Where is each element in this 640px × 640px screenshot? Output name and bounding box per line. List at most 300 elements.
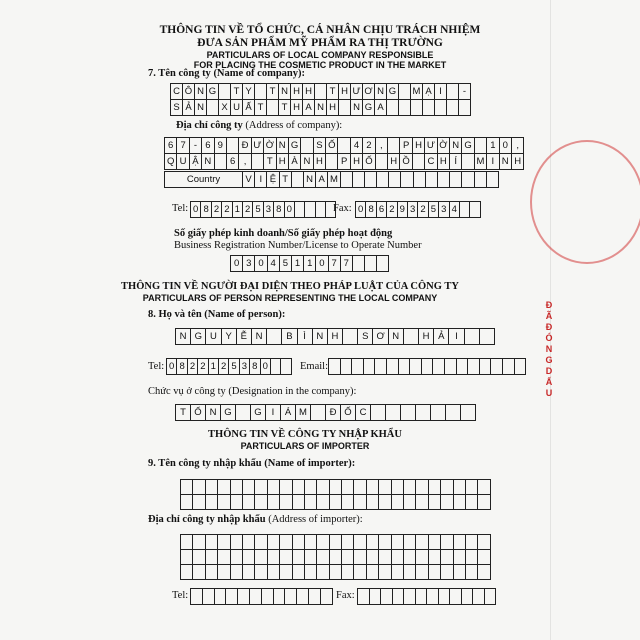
importer-name-cell[interactable] [354, 495, 366, 510]
importer-name-cell[interactable] [416, 495, 428, 510]
importer-tel-cell[interactable] [226, 589, 238, 605]
importer-name-cell[interactable] [367, 480, 379, 495]
company-name-cell[interactable]: G [207, 84, 219, 100]
importer-address-cell[interactable] [293, 535, 305, 550]
rep-name-cell[interactable]: S [358, 329, 373, 345]
importer-name-cell[interactable] [404, 495, 416, 510]
importer-address-cell[interactable] [454, 565, 466, 580]
company-address-cell[interactable]: S [314, 138, 326, 154]
license-cell[interactable]: 0 [231, 256, 243, 272]
importer-address-cell[interactable] [441, 550, 453, 565]
company-address-cell[interactable] [475, 138, 487, 154]
company-address-cell[interactable]: H [314, 154, 326, 170]
company-address-cell[interactable]: Ờ [438, 138, 450, 154]
company-name-cell[interactable] [339, 100, 351, 116]
importer-address-cell[interactable] [268, 535, 280, 550]
company-tel-cell[interactable]: 5 [253, 202, 263, 218]
importer-address-cell[interactable] [268, 550, 280, 565]
importer-address-cell[interactable] [367, 565, 379, 580]
importer-address-cell[interactable] [416, 535, 428, 550]
importer-fax-cell[interactable] [393, 589, 405, 605]
company-tel-cell[interactable] [295, 202, 305, 218]
importer-address-cell[interactable] [454, 550, 466, 565]
company-name-cell[interactable]: Ơ [363, 84, 375, 100]
company-name-cell[interactable]: I [435, 84, 447, 100]
importer-name-cell[interactable] [466, 495, 478, 510]
designation-cell[interactable]: T [176, 405, 191, 421]
importer-name-cell[interactable] [193, 480, 205, 495]
importer-name-cell[interactable] [317, 480, 329, 495]
company-address-cell[interactable]: Ư [425, 138, 437, 154]
company-address-cell[interactable]: H [351, 154, 363, 170]
designation-cell[interactable]: M [296, 405, 311, 421]
company-address-cell[interactable]: , [239, 154, 251, 170]
designation-cell[interactable] [401, 405, 416, 421]
importer-fax-cell[interactable] [370, 589, 382, 605]
company-name-cell[interactable] [423, 100, 435, 116]
company-fax-cell[interactable]: 9 [398, 202, 408, 218]
rep-name-cell[interactable]: H [328, 329, 343, 345]
importer-name-cell[interactable] [441, 495, 453, 510]
company-address-cell[interactable] [462, 154, 474, 170]
company-name-cell[interactable]: Ư [351, 84, 363, 100]
rep-name-cell[interactable]: U [206, 329, 221, 345]
importer-name-cell[interactable] [293, 480, 305, 495]
importer-name-cell[interactable] [255, 480, 267, 495]
rep-email-cell[interactable] [480, 359, 492, 375]
importer-address-cell[interactable] [218, 565, 230, 580]
company-tel-cell[interactable]: 0 [191, 202, 201, 218]
country-cell[interactable]: M [328, 172, 340, 188]
importer-address-cell[interactable] [478, 565, 490, 580]
importer-name-cell[interactable] [342, 495, 354, 510]
importer-address-cell[interactable] [392, 535, 404, 550]
company-address-cell[interactable] [252, 154, 264, 170]
importer-fax-cell[interactable] [450, 589, 462, 605]
importer-fax-cell[interactable] [473, 589, 485, 605]
company-address-cell[interactable]: M [475, 154, 487, 170]
rep-tel-cell[interactable]: 2 [198, 359, 208, 375]
importer-name-cell[interactable] [367, 495, 379, 510]
company-address-cell[interactable]: P [338, 154, 350, 170]
company-tel-cell[interactable]: 1 [233, 202, 243, 218]
importer-address-cell[interactable] [243, 535, 255, 550]
company-name-cell[interactable]: G [363, 100, 375, 116]
importer-name-cell[interactable] [305, 480, 317, 495]
designation-cell[interactable]: Ố [341, 405, 356, 421]
importer-name-cell[interactable] [379, 480, 391, 495]
importer-tel-cell[interactable] [297, 589, 309, 605]
company-address-cell[interactable]: N [301, 154, 313, 170]
importer-name-cell[interactable] [218, 495, 230, 510]
importer-tel-cell[interactable] [238, 589, 250, 605]
license-cell[interactable]: 4 [268, 256, 280, 272]
license-cell[interactable]: 0 [316, 256, 328, 272]
importer-address-cell[interactable] [280, 565, 292, 580]
importer-name-grid[interactable] [180, 479, 491, 510]
rep-tel-cell[interactable]: 8 [250, 359, 260, 375]
importer-address-cell[interactable] [404, 550, 416, 565]
rep-email-cell[interactable] [375, 359, 387, 375]
importer-address-cell[interactable] [429, 550, 441, 565]
importer-tel-cell[interactable] [321, 589, 333, 605]
company-name-cell[interactable] [219, 84, 231, 100]
company-name-cell[interactable]: T [255, 100, 267, 116]
rep-name-grid[interactable] [175, 328, 495, 345]
company-name-cell[interactable]: X [219, 100, 231, 116]
country-cell[interactable] [475, 172, 487, 188]
country-cell[interactable] [462, 172, 474, 188]
rep-email-cell[interactable] [422, 359, 434, 375]
designation-cell[interactable]: G [221, 405, 236, 421]
importer-address-cell[interactable] [354, 550, 366, 565]
importer-name-cell[interactable] [466, 480, 478, 495]
company-address-cell[interactable]: 4 [351, 138, 363, 154]
company-name-cell[interactable]: Ô [183, 84, 195, 100]
importer-name-cell[interactable] [181, 495, 193, 510]
rep-email-cell[interactable] [433, 359, 445, 375]
company-address-cell[interactable]: N [500, 154, 512, 170]
importer-name-cell[interactable] [206, 480, 218, 495]
importer-address-cell[interactable] [478, 535, 490, 550]
license-cell[interactable]: 3 [243, 256, 255, 272]
importer-fax-cell[interactable] [404, 589, 416, 605]
license-cell[interactable] [365, 256, 377, 272]
license-cell[interactable] [353, 256, 365, 272]
importer-address-cell[interactable] [317, 535, 329, 550]
rep-tel-cell[interactable]: 5 [229, 359, 239, 375]
importer-address-cell[interactable] [466, 535, 478, 550]
license-cell[interactable]: 5 [280, 256, 292, 272]
company-name-cell[interactable] [447, 84, 459, 100]
company-name-cell[interactable]: T [327, 84, 339, 100]
company-name-cell[interactable]: Ấ [243, 100, 255, 116]
designation-cell[interactable] [461, 405, 476, 421]
importer-address-cell[interactable] [181, 565, 193, 580]
rep-tel-cell[interactable]: 3 [240, 359, 250, 375]
company-fax-cell[interactable] [470, 202, 480, 218]
designation-cell[interactable]: Đ [326, 405, 341, 421]
company-name-cell[interactable] [411, 100, 423, 116]
importer-address-cell[interactable] [478, 550, 490, 565]
designation-cell[interactable] [416, 405, 431, 421]
importer-name-cell[interactable] [330, 480, 342, 495]
importer-name-cell[interactable] [231, 495, 243, 510]
rep-name-cell[interactable]: Ễ [237, 329, 252, 345]
country-cell[interactable]: N [304, 172, 316, 188]
company-fax-cell[interactable]: 4 [450, 202, 460, 218]
country-cell[interactable]: I [255, 172, 267, 188]
company-tel-grid[interactable] [190, 201, 336, 218]
license-cell[interactable] [377, 256, 389, 272]
company-name-cell[interactable]: H [291, 100, 303, 116]
rep-name-cell[interactable] [343, 329, 358, 345]
importer-name-cell[interactable] [280, 495, 292, 510]
rep-name-cell[interactable] [267, 329, 282, 345]
company-name-cell[interactable] [207, 100, 219, 116]
company-fax-cell[interactable]: 3 [439, 202, 449, 218]
company-address-cell[interactable]: 7 [177, 138, 189, 154]
importer-address-cell[interactable] [330, 565, 342, 580]
rep-tel-cell[interactable]: 2 [188, 359, 198, 375]
company-fax-cell[interactable]: 2 [418, 202, 428, 218]
company-address-cell[interactable]: U [177, 154, 189, 170]
company-address-cell[interactable]: H [388, 154, 400, 170]
importer-name-cell[interactable] [218, 480, 230, 495]
company-address-cell[interactable]: , [512, 138, 524, 154]
rep-name-cell[interactable] [404, 329, 419, 345]
importer-name-cell[interactable] [429, 480, 441, 495]
company-name-cell[interactable] [399, 100, 411, 116]
rep-name-cell[interactable]: I [449, 329, 464, 345]
rep-tel-cell[interactable]: 1 [209, 359, 219, 375]
company-tel-cell[interactable] [305, 202, 315, 218]
company-address-cell[interactable]: Ậ [190, 154, 202, 170]
importer-address-cell[interactable] [231, 550, 243, 565]
rep-email-cell[interactable] [445, 359, 457, 375]
rep-name-cell[interactable]: B [282, 329, 297, 345]
rep-tel-cell[interactable]: 0 [261, 359, 271, 375]
company-name-cell[interactable] [447, 100, 459, 116]
company-address-cell[interactable]: , [376, 138, 388, 154]
company-address-grid[interactable] [164, 137, 524, 170]
company-address-cell[interactable]: T [264, 154, 276, 170]
importer-address-cell[interactable] [354, 535, 366, 550]
company-name-cell[interactable]: T [279, 100, 291, 116]
country-cell[interactable] [426, 172, 438, 188]
importer-address-cell[interactable] [429, 535, 441, 550]
importer-name-cell[interactable] [330, 495, 342, 510]
rep-name-cell[interactable]: Ì [298, 329, 313, 345]
company-address-cell[interactable] [413, 154, 425, 170]
company-address-cell[interactable]: - [190, 138, 202, 154]
importer-name-cell[interactable] [231, 480, 243, 495]
license-cell[interactable]: 0 [255, 256, 267, 272]
rep-email-cell[interactable] [364, 359, 376, 375]
rep-tel-cell[interactable] [271, 359, 281, 375]
importer-name-cell[interactable] [478, 495, 490, 510]
importer-name-cell[interactable] [268, 480, 280, 495]
importer-name-cell[interactable] [280, 480, 292, 495]
company-name-cell[interactable]: T [267, 84, 279, 100]
importer-fax-cell[interactable] [462, 589, 474, 605]
importer-name-cell[interactable] [429, 495, 441, 510]
company-tel-cell[interactable]: 8 [201, 202, 211, 218]
rep-email-cell[interactable] [457, 359, 469, 375]
importer-name-cell[interactable] [454, 495, 466, 510]
importer-fax-grid[interactable] [357, 588, 496, 605]
designation-cell[interactable] [371, 405, 386, 421]
rep-name-cell[interactable]: Ơ [373, 329, 388, 345]
designation-cell[interactable]: Á [281, 405, 296, 421]
company-fax-cell[interactable]: 2 [387, 202, 397, 218]
importer-name-cell[interactable] [206, 495, 218, 510]
importer-address-cell[interactable] [181, 535, 193, 550]
company-name-cell[interactable]: S [171, 100, 183, 116]
importer-name-cell[interactable] [255, 495, 267, 510]
company-address-cell[interactable] [376, 154, 388, 170]
importer-address-cell[interactable] [367, 535, 379, 550]
importer-fax-cell[interactable] [381, 589, 393, 605]
company-address-cell[interactable]: 0 [500, 138, 512, 154]
importer-address-cell[interactable] [342, 550, 354, 565]
company-name-cell[interactable]: - [459, 84, 471, 100]
importer-fax-cell[interactable] [416, 589, 428, 605]
importer-address-cell[interactable] [181, 550, 193, 565]
country-cell[interactable]: A [316, 172, 328, 188]
importer-address-cell[interactable] [280, 550, 292, 565]
importer-tel-cell[interactable] [285, 589, 297, 605]
company-tel-cell[interactable]: 8 [274, 202, 284, 218]
company-name-cell[interactable] [255, 84, 267, 100]
company-name-cell[interactable]: N [315, 100, 327, 116]
company-address-cell[interactable]: N [277, 138, 289, 154]
importer-address-cell[interactable] [193, 535, 205, 550]
company-tel-cell[interactable]: 0 [285, 202, 295, 218]
rep-tel-cell[interactable]: 2 [219, 359, 229, 375]
importer-name-cell[interactable] [243, 480, 255, 495]
designation-cell[interactable] [236, 405, 251, 421]
country-grid[interactable] [164, 171, 499, 188]
company-address-cell[interactable]: Q [165, 154, 177, 170]
designation-cell[interactable]: I [266, 405, 281, 421]
importer-address-cell[interactable] [317, 550, 329, 565]
rep-email-cell[interactable] [329, 359, 341, 375]
importer-address-cell[interactable] [441, 535, 453, 550]
importer-name-cell[interactable] [193, 495, 205, 510]
company-name-cell[interactable]: N [195, 84, 207, 100]
company-address-cell[interactable]: 6 [202, 138, 214, 154]
rep-name-cell[interactable]: Y [222, 329, 237, 345]
importer-address-cell[interactable] [293, 565, 305, 580]
designation-cell[interactable] [446, 405, 461, 421]
country-cell[interactable]: V [243, 172, 255, 188]
importer-name-cell[interactable] [441, 480, 453, 495]
importer-fax-cell[interactable] [439, 589, 451, 605]
company-name-grid[interactable] [170, 83, 471, 116]
company-name-cell[interactable]: G [387, 84, 399, 100]
license-cell[interactable]: 1 [304, 256, 316, 272]
company-address-cell[interactable] [338, 138, 350, 154]
rep-name-cell[interactable] [465, 329, 480, 345]
company-address-cell[interactable]: H [413, 138, 425, 154]
rep-name-cell[interactable]: N [252, 329, 267, 345]
company-address-cell[interactable]: Í [450, 154, 462, 170]
company-tel-cell[interactable] [316, 202, 326, 218]
importer-address-cell[interactable] [218, 535, 230, 550]
country-cell[interactable] [353, 172, 365, 188]
company-address-cell[interactable] [215, 154, 227, 170]
rep-email-grid[interactable] [328, 358, 526, 375]
company-fax-cell[interactable]: 0 [356, 202, 366, 218]
country-cell[interactable] [341, 172, 353, 188]
importer-tel-cell[interactable] [262, 589, 274, 605]
rep-name-cell[interactable]: Ả [434, 329, 449, 345]
rep-name-cell[interactable]: N [313, 329, 328, 345]
company-address-cell[interactable] [326, 154, 338, 170]
designation-cell[interactable] [431, 405, 446, 421]
importer-name-cell[interactable] [379, 495, 391, 510]
company-address-cell[interactable]: 6 [165, 138, 177, 154]
designation-cell[interactable]: Ổ [191, 405, 206, 421]
rep-name-cell[interactable]: N [176, 329, 191, 345]
company-address-cell[interactable]: I [487, 154, 499, 170]
importer-name-cell[interactable] [293, 495, 305, 510]
company-address-cell[interactable]: H [277, 154, 289, 170]
company-tel-cell[interactable]: 2 [222, 202, 232, 218]
license-cell[interactable]: 7 [329, 256, 341, 272]
rep-name-cell[interactable]: H [419, 329, 434, 345]
designation-grid[interactable] [175, 404, 476, 421]
importer-address-cell[interactable] [317, 565, 329, 580]
company-name-cell[interactable] [435, 100, 447, 116]
rep-name-cell[interactable]: G [191, 329, 206, 345]
importer-address-cell[interactable] [404, 535, 416, 550]
company-tel-cell[interactable]: 2 [212, 202, 222, 218]
company-address-cell[interactable]: 9 [215, 138, 227, 154]
country-cell[interactable] [401, 172, 413, 188]
importer-address-cell[interactable] [330, 535, 342, 550]
importer-address-cell[interactable] [206, 535, 218, 550]
company-address-cell[interactable]: G [289, 138, 301, 154]
importer-name-cell[interactable] [305, 495, 317, 510]
rep-tel-cell[interactable] [281, 359, 291, 375]
rep-email-cell[interactable] [515, 359, 527, 375]
company-name-cell[interactable]: M [411, 84, 423, 100]
country-cell[interactable] [450, 172, 462, 188]
importer-name-cell[interactable] [416, 480, 428, 495]
importer-tel-cell[interactable] [309, 589, 321, 605]
company-name-cell[interactable]: Ạ [423, 84, 435, 100]
importer-name-cell[interactable] [243, 495, 255, 510]
importer-address-cell[interactable] [354, 565, 366, 580]
designation-cell[interactable] [386, 405, 401, 421]
company-address-cell[interactable]: H [438, 154, 450, 170]
company-address-cell[interactable]: C [425, 154, 437, 170]
importer-address-cell[interactable] [255, 550, 267, 565]
company-address-cell[interactable]: 1 [487, 138, 499, 154]
country-cell[interactable] [414, 172, 426, 188]
importer-tel-cell[interactable] [250, 589, 262, 605]
importer-address-cell[interactable] [416, 565, 428, 580]
rep-tel-grid[interactable] [166, 358, 292, 375]
company-name-cell[interactable]: N [279, 84, 291, 100]
company-address-cell[interactable]: P [400, 138, 412, 154]
importer-fax-cell[interactable] [358, 589, 370, 605]
company-tel-cell[interactable]: 3 [264, 202, 274, 218]
company-name-cell[interactable]: T [231, 84, 243, 100]
rep-email-cell[interactable] [410, 359, 422, 375]
importer-address-cell[interactable] [404, 565, 416, 580]
country-cell[interactable] [365, 172, 377, 188]
importer-name-cell[interactable] [181, 480, 193, 495]
company-address-cell[interactable]: Ờ [264, 138, 276, 154]
importer-address-cell[interactable] [193, 565, 205, 580]
importer-address-grid[interactable] [180, 534, 491, 580]
importer-address-cell[interactable] [379, 565, 391, 580]
importer-name-cell[interactable] [354, 480, 366, 495]
importer-tel-cell[interactable] [215, 589, 227, 605]
importer-address-cell[interactable] [305, 535, 317, 550]
importer-tel-grid[interactable] [190, 588, 333, 605]
importer-address-cell[interactable] [379, 550, 391, 565]
importer-address-cell[interactable] [243, 565, 255, 580]
company-address-cell[interactable]: N [450, 138, 462, 154]
company-name-cell[interactable] [315, 84, 327, 100]
importer-address-cell[interactable] [367, 550, 379, 565]
importer-address-cell[interactable] [268, 565, 280, 580]
company-address-cell[interactable] [301, 138, 313, 154]
